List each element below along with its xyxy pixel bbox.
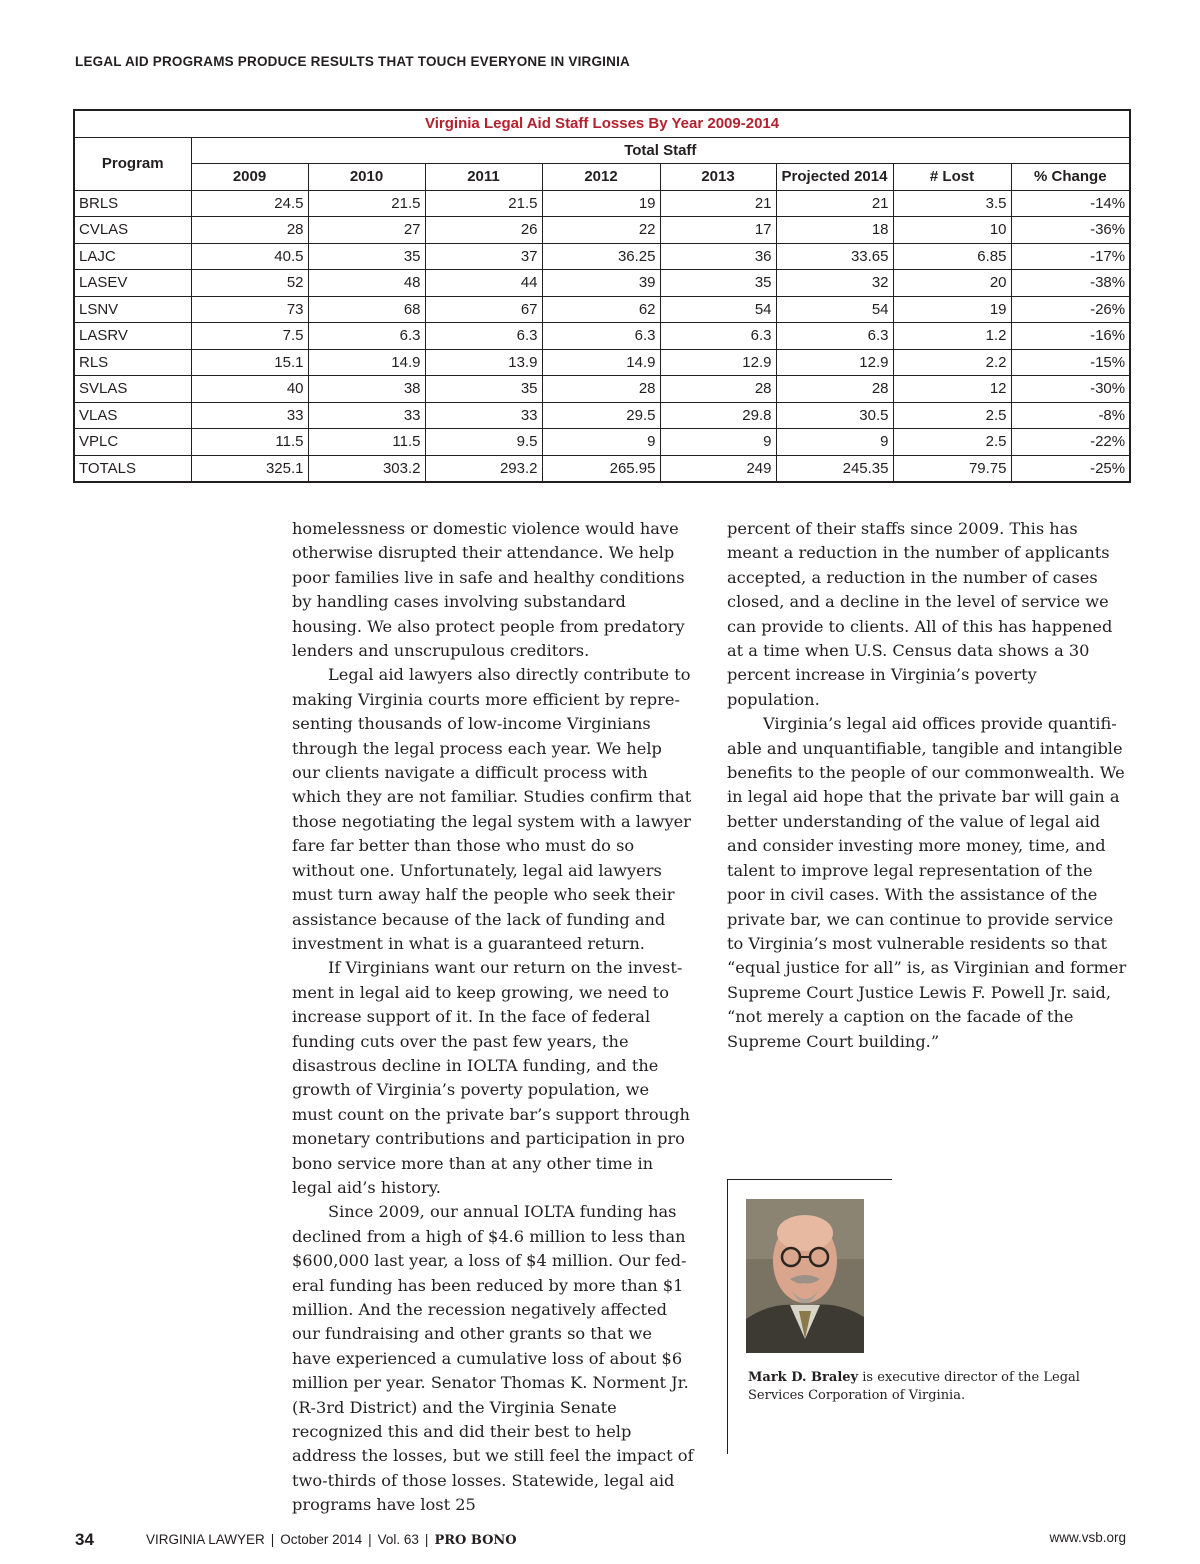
table-cell: 15.1 [191, 349, 308, 376]
article-column-1 [292, 517, 694, 1518]
program-name-cell: LAJC [74, 243, 191, 270]
table-cell: 33 [191, 402, 308, 429]
table-cell: -22% [1011, 429, 1130, 456]
table-row [74, 270, 1130, 297]
table-cell: 303.2 [308, 455, 425, 482]
footer-publication: VIRGINIA LAWYER | October 2014 | Vol. 63 | PRO BONO [146, 1532, 517, 1548]
table-row [74, 296, 1130, 323]
table-cell: 9 [542, 429, 660, 456]
table-cell: 6.85 [893, 243, 1011, 270]
table-row [74, 243, 1130, 270]
table-cell: 11.5 [191, 429, 308, 456]
sidebar-rule-vertical [727, 1179, 728, 1454]
paragraph: Virginia’s legal aid offices provide quantifiable and unquantifiable, tangible and intangible benefits to the people of our commonwealth. We in legal aid hope that the private bar will gain a better understanding of the value of legal aid and consider investing more money, time, and talent to improve legal representation of the poor in civil cases. With the assistance of the private bar, we can continue to provide service to Virginia’s most vulnerable residents so that “equal justice for all” is, as Virginian and former Supreme Court Justice Lewis F. Powell Jr. said, “not merely a caption on the facade of the Supreme Court building.” [727, 714, 1127, 1051]
table-caption: Virginia Legal Aid Staff Losses By Year 2009-2014 [74, 110, 1130, 137]
table-cell: 54 [660, 296, 776, 323]
program-name-cell: SVLAS [74, 376, 191, 403]
table-cell: 1.2 [893, 323, 1011, 350]
table-cell: 39 [542, 270, 660, 297]
page-number: 34 [75, 1530, 94, 1549]
table-cell: 6.3 [660, 323, 776, 350]
sidebar-rule [727, 1179, 892, 1180]
table-cell: 293.2 [425, 455, 542, 482]
table-cell: 28 [191, 217, 308, 244]
table-cell: 9.5 [425, 429, 542, 456]
table-cell: 249 [660, 455, 776, 482]
magazine-name: VIRGINIA LAWYER [146, 1532, 265, 1547]
table-cell: -17% [1011, 243, 1130, 270]
table-cell: 3.5 [893, 190, 1011, 217]
table-cell: 52 [191, 270, 308, 297]
table-cell: 29.8 [660, 402, 776, 429]
table-cell: 67 [425, 296, 542, 323]
table-cell: 325.1 [191, 455, 308, 482]
table-cell: 28 [776, 376, 893, 403]
issue-date: October 2014 [280, 1532, 363, 1547]
table-cell: 9 [660, 429, 776, 456]
table-cell: 28 [542, 376, 660, 403]
table-cell: 6.3 [776, 323, 893, 350]
table-cell: 54 [776, 296, 893, 323]
table-row [74, 455, 1130, 482]
program-name-cell: BRLS [74, 190, 191, 217]
program-name-cell: CVLAS [74, 217, 191, 244]
column-header: 2012 [542, 164, 660, 191]
column-header: 2010 [308, 164, 425, 191]
table-cell: -36% [1011, 217, 1130, 244]
table-cell: 9 [776, 429, 893, 456]
table-row [74, 402, 1130, 429]
table-cell: 79.75 [893, 455, 1011, 482]
table-cell: 12.9 [776, 349, 893, 376]
table-cell: 37 [425, 243, 542, 270]
column-header: # Lost [893, 164, 1011, 191]
table-row [74, 349, 1130, 376]
table-row [74, 190, 1130, 217]
table-cell: 62 [542, 296, 660, 323]
table-cell: 6.3 [542, 323, 660, 350]
table-cell: 6.3 [425, 323, 542, 350]
table-cell: 35 [425, 376, 542, 403]
table-cell: 2.5 [893, 402, 1011, 429]
table-cell: -15% [1011, 349, 1130, 376]
table-cell: -16% [1011, 323, 1130, 350]
table-cell: 2.2 [893, 349, 1011, 376]
table-cell: 24.5 [191, 190, 308, 217]
table-cell: 13.9 [425, 349, 542, 376]
table-cell: 10 [893, 217, 1011, 244]
table-cell: 35 [308, 243, 425, 270]
staff-losses-table [73, 109, 1131, 483]
table-cell: 7.5 [191, 323, 308, 350]
table-cell: -30% [1011, 376, 1130, 403]
table-row [74, 376, 1130, 403]
table-cell: 22 [542, 217, 660, 244]
author-bio-text: is executive director of the Legal Services Corporation of Virginia. [748, 1370, 1080, 1403]
article-column-2 [727, 517, 1129, 1054]
table-cell: 21.5 [308, 190, 425, 217]
paragraph: homelessness or domestic violence would have otherwise disrupted their attendance. We help poor families live in safe and healthy conditions by handling cases involving substandard housing. We also protect people from predatory lenders and unscrupulous creditors. [292, 519, 685, 661]
table-cell: 6.3 [308, 323, 425, 350]
paragraph: percent of their staffs since 2009. This has meant a reduction in the number of applicants accepted, a reduction in the number of cases closed, and a decline in the level of service we can provide to clients. All of this has happened at a time when U.S. Census data shows a 30 percent increase in Virginia’s poverty population. [727, 519, 1113, 709]
table-cell: -14% [1011, 190, 1130, 217]
table-cell: 12 [893, 376, 1011, 403]
table-cell: 27 [308, 217, 425, 244]
author-bio [748, 1369, 1128, 1405]
table-cell: -25% [1011, 455, 1130, 482]
author-name: Mark D. Braley [748, 1370, 859, 1385]
table-row [74, 429, 1130, 456]
program-name-cell: VLAS [74, 402, 191, 429]
table-cell: 33 [308, 402, 425, 429]
column-header: % Change [1011, 164, 1130, 191]
table-cell: 265.95 [542, 455, 660, 482]
table-cell: 44 [425, 270, 542, 297]
column-header-row [74, 164, 1130, 191]
section-name: PRO BONO [434, 1533, 517, 1548]
column-header: 2011 [425, 164, 542, 191]
table-cell: 68 [308, 296, 425, 323]
table-cell: 14.9 [542, 349, 660, 376]
table-cell: 33.65 [776, 243, 893, 270]
author-portrait [746, 1199, 864, 1353]
table-cell: 12.9 [660, 349, 776, 376]
paragraph: Since 2009, our annual IOLTA funding has declined from a high of $4.6 million to less than $600,000 last year, a loss of $4 million. Our federal funding has been reduced by more than $1 million. And the recession negatively affected our fundraising and other grants so that we have experienced a cumulative loss of about $6 million per year. Senator Thomas K. Norment Jr. (R-3rd District) and the Virginia Senate recognized this and did their best to help address the losses, but we still feel the impact of two-thirds of those losses. Statewide, legal aid programs have lost 25 [292, 1202, 694, 1515]
column-header: 2009 [191, 164, 308, 191]
volume: Vol. 63 [377, 1532, 419, 1547]
column-header: Projected 2014 [776, 164, 893, 191]
column-header: 2013 [660, 164, 776, 191]
table-cell: -38% [1011, 270, 1130, 297]
table-cell: 21.5 [425, 190, 542, 217]
table-cell: 245.35 [776, 455, 893, 482]
table-cell: 11.5 [308, 429, 425, 456]
program-column-header: Program [74, 137, 191, 190]
table-cell: 40.5 [191, 243, 308, 270]
author-photo-illustration [746, 1199, 864, 1353]
table-cell: 32 [776, 270, 893, 297]
table-cell: 40 [191, 376, 308, 403]
table-cell: -26% [1011, 296, 1130, 323]
table-cell: 17 [660, 217, 776, 244]
total-staff-header: Total Staff [191, 137, 1130, 164]
table-cell: 19 [542, 190, 660, 217]
table-cell: 30.5 [776, 402, 893, 429]
footer-url: www.vsb.org [1049, 1530, 1126, 1545]
program-name-cell: TOTALS [74, 455, 191, 482]
table-cell: 18 [776, 217, 893, 244]
table-cell: 35 [660, 270, 776, 297]
table-cell: 73 [191, 296, 308, 323]
table-cell: 48 [308, 270, 425, 297]
table-cell: -8% [1011, 402, 1130, 429]
table-cell: 14.9 [308, 349, 425, 376]
program-name-cell: LASEV [74, 270, 191, 297]
table-cell: 21 [776, 190, 893, 217]
table-row [74, 323, 1130, 350]
table-body [74, 190, 1130, 482]
table-cell: 33 [425, 402, 542, 429]
paragraph: Legal aid lawyers also directly contribute to making Virginia courts more efficient by representing thousands of low-income Virginians through the legal process each year. We help our clients navigate a difficult process with which they are not familiar. Studies confirm that those negotiating the legal system with a lawyer fare far better than those who must do so without one. Unfortunately, legal aid lawyers must turn away half the people who seek their assistance because of the lack of funding and investment in what is a guaranteed return. [292, 665, 692, 953]
program-name-cell: LASRV [74, 323, 191, 350]
table-cell: 29.5 [542, 402, 660, 429]
table-cell: 2.5 [893, 429, 1011, 456]
table-cell: 36.25 [542, 243, 660, 270]
table-cell: 21 [660, 190, 776, 217]
running-head: LEGAL AID PROGRAMS PRODUCE RESULTS THAT TOUCH EVERYONE IN VIRGINIA [75, 54, 630, 69]
table-cell: 36 [660, 243, 776, 270]
table-cell: 38 [308, 376, 425, 403]
program-name-cell: RLS [74, 349, 191, 376]
table-cell: 19 [893, 296, 1011, 323]
table-cell: 28 [660, 376, 776, 403]
program-name-cell: LSNV [74, 296, 191, 323]
table-row [74, 217, 1130, 244]
program-name-cell: VPLC [74, 429, 191, 456]
paragraph: If Virginians want our return on the investment in legal aid to keep growing, we need to increase support of it. In the face of federal funding cuts over the past few years, the disastrous decline in IOLTA funding, and the growth of Virginia’s poverty population, we must count on the private bar’s support through monetary contributions and participation in pro bono service more than at any other time in legal aid’s history. [292, 958, 690, 1197]
table-cell: 26 [425, 217, 542, 244]
table-cell: 20 [893, 270, 1011, 297]
